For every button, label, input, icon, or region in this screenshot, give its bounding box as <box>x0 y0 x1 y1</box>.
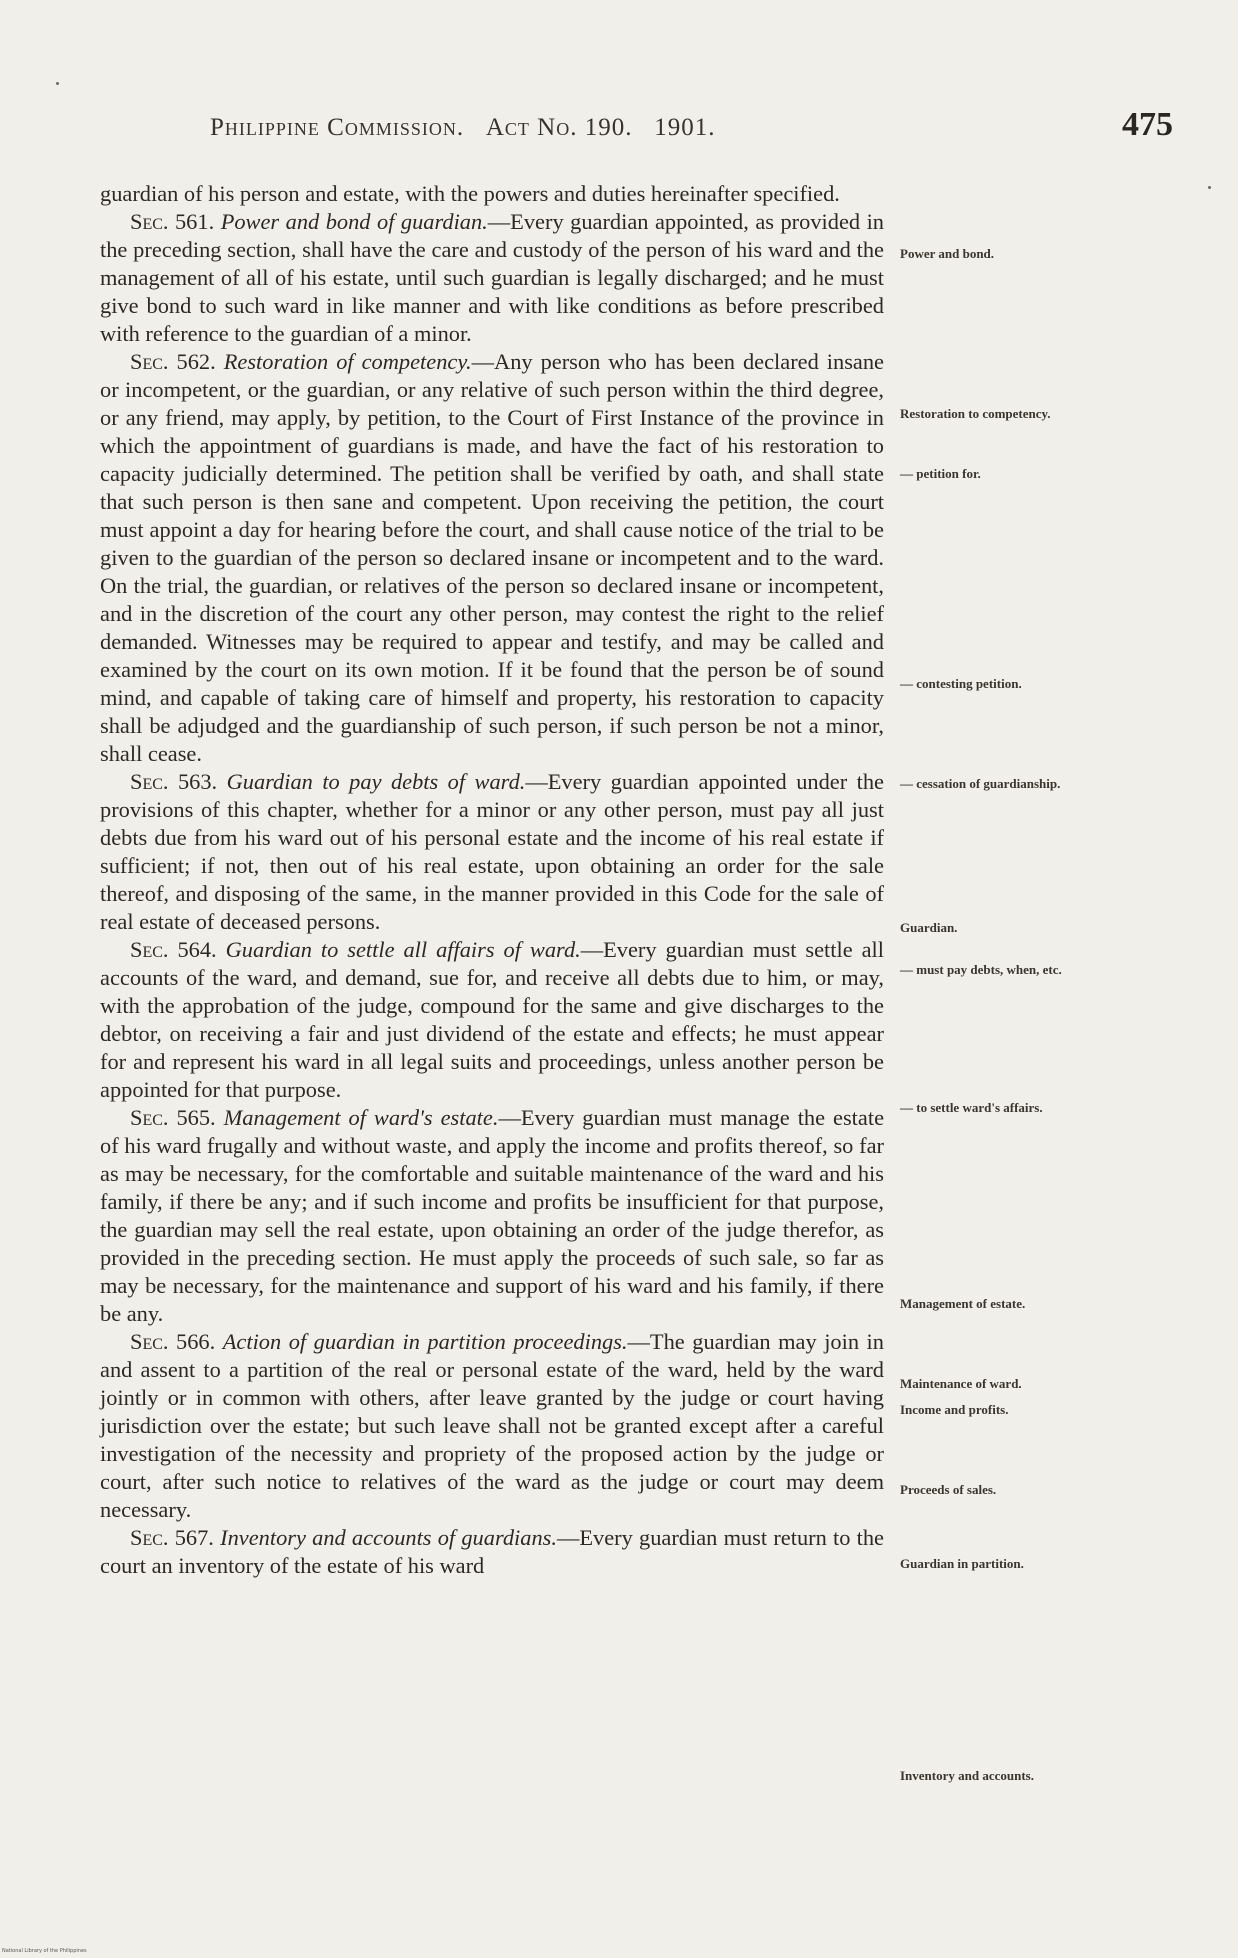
section-563 <box>100 768 884 936</box>
section-566 <box>100 1328 884 1524</box>
section-label: Sec. 564. <box>130 937 217 962</box>
section-title: Management of ward's estate. <box>223 1105 499 1130</box>
margin-note: Restoration to competency. <box>900 406 1051 421</box>
section-title: Action of guardian in partition proceedings. <box>222 1329 628 1354</box>
section-561 <box>100 208 884 348</box>
section-title: Restoration of competency. <box>223 349 472 374</box>
margin-note: Guardian. <box>900 920 958 935</box>
margin-note: Inventory and accounts. <box>900 1768 1034 1783</box>
section-label: Sec. 561. <box>130 209 215 234</box>
header-act: Act No. 190. <box>485 114 633 141</box>
paragraph-text: guardian of his person and estate, with the powers and duties hereinafter specified. <box>100 181 840 206</box>
section-567 <box>100 1524 884 1580</box>
section-label: Sec. 567. <box>130 1525 214 1550</box>
section-text: —Every guardian appointed under the provisions of this chapter, whether for a minor or any other person, must pay all just debts due from his ward out of his personal estate and the income of his real estate if sufficient; if not, then out of his real estate, upon obtaining an order for the sale thereof, and disposing of the same, in the manner provided in this Code for the sale of real estate of deceased persons. <box>100 769 884 934</box>
margin-note: Maintenance of ward. <box>900 1376 1022 1391</box>
section-text: —Every guardian appointed, as provided in the preceding section, shall have the care and custody of the person of his ward and the management of all of his estate, until such guardian is legally discharged; and he must give bond to such ward in like manner and with like conditions as before prescribed with reference to the guardian of a minor. <box>100 209 884 346</box>
section-title: Inventory and accounts of guardians. <box>220 1525 557 1550</box>
section-text: —The guardian may join in and assent to a partition of the real or personal estate of the ward, held by the ward jointly or in common with others, after leave granted by the judge or court having jurisdiction over the estate; but such leave shall not be granted except after a careful investigation of the necessity and propriety of the proposed action by the judge or court, after such notice to relatives of the ward as the judge or court may deem necessary. <box>100 1329 884 1522</box>
section-title: Guardian to settle all affairs of ward. <box>225 937 581 962</box>
margin-note: Management of estate. <box>900 1296 1026 1311</box>
running-header <box>210 114 715 142</box>
margin-note: — must pay debts, when, etc. <box>900 962 1062 977</box>
section-text: —Every guardian must return to the court an inventory of the estate of his ward <box>100 1525 884 1578</box>
page-number: 475 <box>1122 106 1173 143</box>
body-text <box>100 180 884 1580</box>
section-title: Power and bond of guardian. <box>220 209 488 234</box>
margin-note: — to settle ward's affairs. <box>900 1100 1043 1115</box>
section-label: Sec. 563. <box>130 769 218 794</box>
section-title: Guardian to pay debts of ward. <box>226 769 526 794</box>
margin-note: — petition for. <box>900 466 981 481</box>
header-year: 1901. <box>654 114 716 141</box>
section-565 <box>100 1104 884 1328</box>
margin-note: — contesting petition. <box>900 676 1022 691</box>
footer-credit: National Library of the Philippines <box>2 1948 87 1954</box>
scan-speck <box>1208 186 1211 189</box>
section-text: —Every guardian must settle all accounts of the ward, and demand, sue for, and receive all debts due to him, or may, with the approbation of the judge, compound for the same and give discharges to the debtor, on receiving a fair and just dividend of the estate and effects; he must appear for and represent his ward in all legal suits and proceedings, unless another person be appointed for that purpose. <box>100 937 884 1102</box>
section-label: Sec. 565. <box>130 1105 216 1130</box>
margin-note: Income and profits. <box>900 1402 1009 1417</box>
section-562 <box>100 348 884 768</box>
section-564 <box>100 936 884 1104</box>
scan-speck <box>56 82 59 85</box>
header-commission: Philippine Commission. <box>210 114 465 141</box>
margin-note: Proceeds of sales. <box>900 1482 997 1497</box>
margin-note: Guardian in partition. <box>900 1556 1024 1571</box>
section-label: Sec. 562. <box>130 349 216 374</box>
margin-note: Power and bond. <box>900 246 995 261</box>
margin-note: — cessation of guardianship. <box>900 776 1061 791</box>
section-text: —Any person who has been declared insane or incompetent, or the guardian, or any relative of such person within the third degree, or any friend, may apply, by petition, to the Court of First Instance of the province in which the appointment of guardians is made, and have the fact of his restoration to capacity judicially determined. The petition shall be verified by oath, and shall state that such person is then sane and competent. Upon receiving the petition, the court must appoint a day for hearing before the court, and shall cause notice of the trial to be given to the guardian of the person so declared insane or incompetent and to the ward. On the trial, the guardian, or relatives of the person so declared insane or incompetent, and in the discretion of the court any other person, may contest the right to the relief demanded. Witnesses may be required to appear and testify, and may be called and examined by the court on its own motion. If it be found that the person be of sound mind, and capable of taking care of himself and property, his restoration to capacity shall be adjudged and the guardianship of such person, if such person be not a minor, shall cease. <box>100 349 884 766</box>
section-label: Sec. 566. <box>130 1329 216 1354</box>
section-text: —Every guardian must manage the estate of his ward frugally and without waste, and apply the income and profits thereof, so far as may be necessary, for the comfortable and suitable maintenance of the ward and his family, if there be any; and if such income and profits be insufficient for that purpose, the guardian may sell the real estate, upon obtaining an order of the judge therefor, as provided in the preceding section. He must apply the proceeds of such sale, so far as may be necessary, for the maintenance and support of his ward and his family, if there be any. <box>100 1105 885 1326</box>
paragraph <box>100 180 884 208</box>
